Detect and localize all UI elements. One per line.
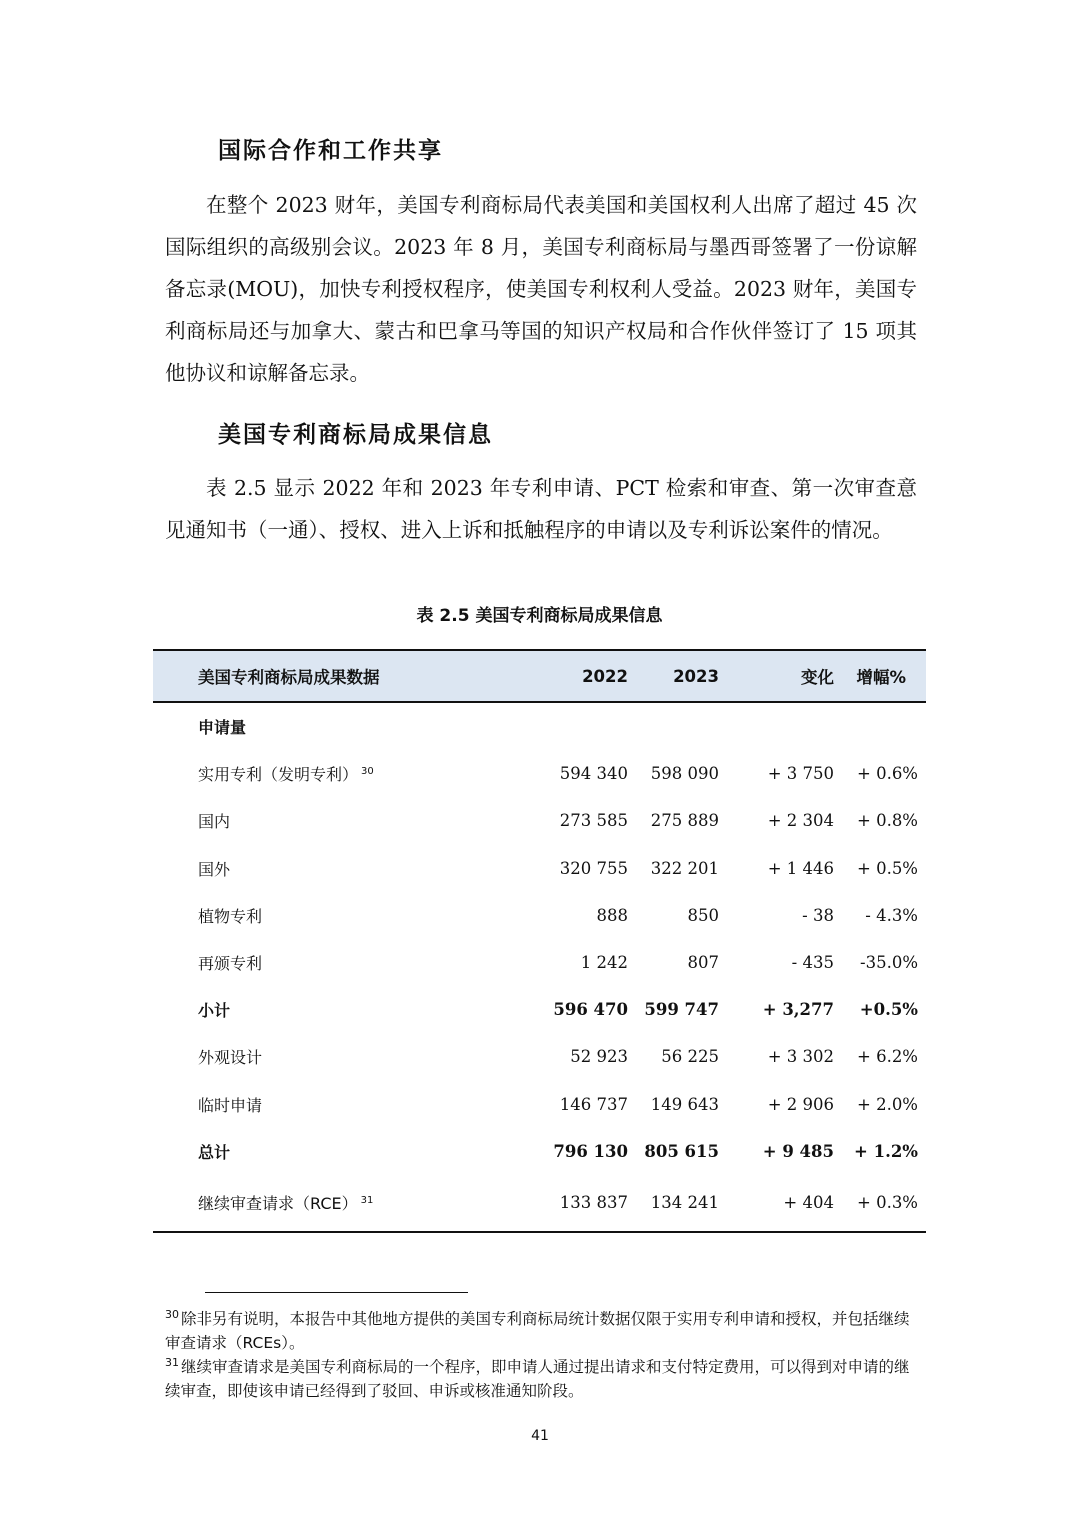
cell-2023: 56 225	[661, 1047, 719, 1067]
paragraph-international-cooperation: 在整个 2023 财年，美国专利商标局代表美国和美国权利人出席了超过 45 次国际组织的高级别会议。2023 年 8 月，美国专利商标局与墨西哥签署了一份谅解备忘录(MOU)，加快专利授权程序，使美国专利权利人受益。2023 财年，美国专利商标局还与加拿大、蒙古和巴拿马等国的知识产权局和合作伙伴签订了 15 项其他协议和谅解备忘录。	[165, 193, 917, 385]
group-label: 申请量	[198, 718, 247, 738]
table-row	[153, 939, 926, 986]
cell-pct: + 2.0%	[857, 1094, 918, 1114]
row-label: 实用专利（发明专利）	[198, 765, 359, 785]
header-metric: 美国专利商标局成果数据	[153, 650, 508, 702]
cell-change: - 435	[791, 953, 834, 973]
cell-2022: 596 470	[553, 1000, 628, 1020]
header-2022: 2022	[508, 650, 628, 702]
row-label: 小计	[198, 1001, 231, 1021]
cell-pct: -35.0%	[860, 953, 918, 973]
cell-pct: - 4.3%	[865, 905, 918, 925]
table-row	[153, 892, 926, 939]
table-caption: 表 2.5 美国专利商标局成果信息	[416, 606, 663, 626]
cell-pct: +0.5%	[859, 1000, 918, 1020]
page-number: 41	[531, 1428, 549, 1444]
cell-2023: 322 201	[650, 858, 719, 878]
cell-2022: 594 340	[559, 764, 628, 784]
row-label: 国外	[198, 859, 231, 879]
header-pct: 增幅%	[834, 650, 926, 702]
cell-pct: + 0.3%	[834, 1175, 926, 1232]
table-row	[153, 1175, 926, 1232]
section-heading-international-cooperation: 国际合作和工作共享	[218, 138, 443, 164]
header-2023: 2023	[628, 650, 719, 702]
footnote-text: 继续审查请求是美国专利商标局的一个程序，即申请人通过提出请求和支付特定费用，可以得到对申请的继续审查，即使该申请已经得到了驳回、申诉或核准通知阶段。	[165, 1358, 910, 1401]
cell-change: + 404	[719, 1175, 834, 1232]
section-heading-uspto-results: 美国专利商标局成果信息	[218, 422, 493, 448]
header-change: 变化	[719, 650, 834, 702]
cell-pct: + 0.6%	[857, 764, 918, 784]
cell-change: - 38	[802, 905, 834, 925]
footnote-ref: 31	[360, 1195, 374, 1207]
cell-2022: 146 737	[559, 1094, 628, 1114]
cell-2022: 796 130	[553, 1141, 628, 1161]
footnote-divider	[205, 1292, 468, 1293]
table-row	[153, 750, 926, 797]
cell-2023: 598 090	[650, 764, 719, 784]
footnote-number: 31	[165, 1356, 179, 1369]
cell-2023: 599 747	[644, 1000, 719, 1020]
table-row	[153, 1081, 926, 1128]
cell-change: + 1 446	[767, 858, 834, 878]
row-label: 临时申请	[198, 1095, 263, 1115]
footnote-31	[165, 1351, 917, 1403]
footnote-ref: 30	[361, 765, 374, 777]
cell-2022: 320 755	[559, 858, 628, 878]
row-label: 外观设计	[198, 1048, 263, 1068]
footnote-number: 30	[165, 1308, 179, 1321]
cell-pct: + 6.2%	[857, 1047, 918, 1067]
table-header-row	[153, 650, 926, 702]
cell-change: + 2 906	[767, 1094, 834, 1114]
cell-change: + 3 302	[767, 1047, 834, 1067]
results-table	[153, 649, 926, 1233]
cell-2023: 134 241	[628, 1175, 719, 1232]
cell-2023: 850	[687, 905, 719, 925]
cell-2023: 807	[687, 953, 719, 973]
row-label: 继续审查请求（RCE）	[198, 1194, 358, 1214]
cell-2022: 273 585	[559, 811, 628, 831]
cell-pct: + 0.8%	[857, 811, 918, 831]
cell-change: + 3,277	[762, 1000, 834, 1020]
paragraph-uspto-results: 表 2.5 显示 2022 年和 2023 年专利申请、PCT 检索和审查、第一次审查意见通知书（一通）、授权、进入上诉和抵触程序的申请以及专利诉讼案件的情况。	[165, 476, 917, 542]
cell-2022: 1 242	[580, 953, 628, 973]
cell-2023: 149 643	[650, 1094, 719, 1114]
cell-2022: 133 837	[508, 1175, 628, 1232]
cell-change: + 9 485	[762, 1141, 834, 1161]
table-row	[153, 845, 926, 892]
footnote-text: 除非另有说明，本报告中其他地方提供的美国专利商标局统计数据仅限于实用专利申请和授权，并包括继续审查请求（RCEs）。	[165, 1310, 910, 1353]
cell-2022: 888	[596, 905, 628, 925]
cell-change: + 2 304	[767, 811, 834, 831]
cell-change: + 3 750	[767, 764, 834, 784]
row-label: 总计	[198, 1142, 231, 1162]
cell-2022: 52 923	[570, 1047, 628, 1067]
row-label: 再颁专利	[198, 954, 263, 974]
table-row	[153, 1033, 926, 1080]
table-row	[153, 797, 926, 844]
table-row-subtotal	[153, 986, 926, 1033]
cell-pct: + 0.5%	[857, 858, 918, 878]
footnote-30	[165, 1303, 917, 1355]
row-label: 国内	[198, 812, 231, 832]
table-row-total	[153, 1128, 926, 1175]
row-label: 植物专利	[198, 906, 263, 926]
cell-2023: 275 889	[650, 811, 719, 831]
cell-2023: 805 615	[644, 1141, 719, 1161]
cell-pct: + 1.2%	[854, 1141, 918, 1161]
table-group-row	[153, 702, 926, 750]
